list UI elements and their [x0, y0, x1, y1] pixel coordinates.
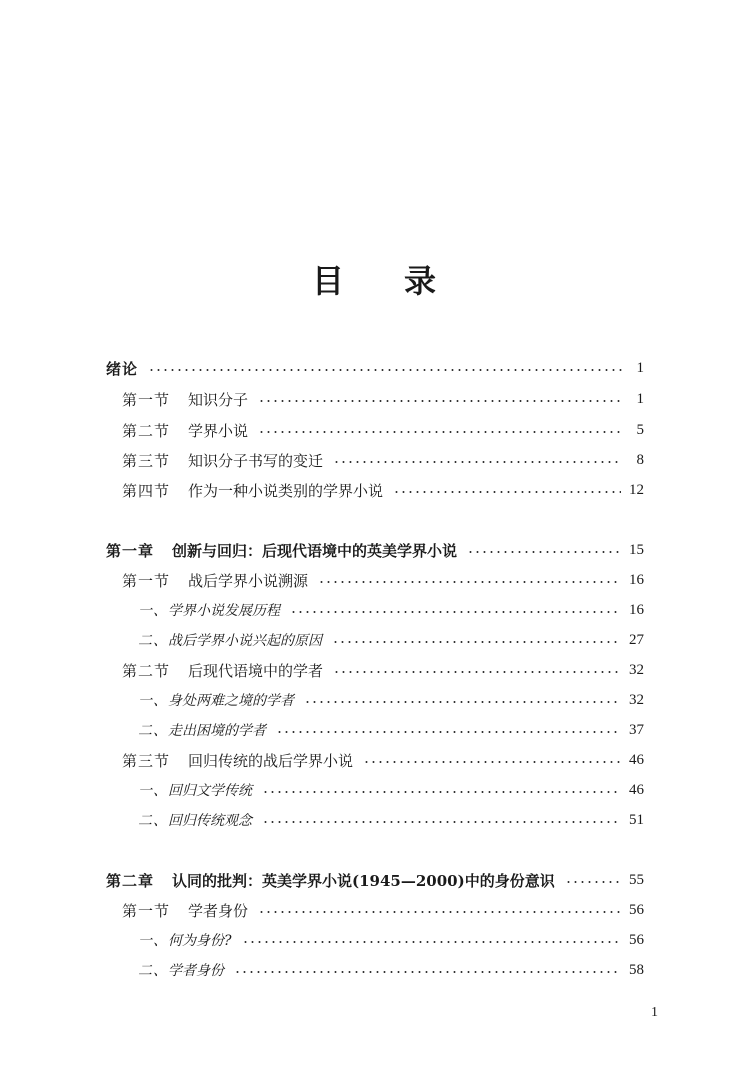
toc-entry[interactable]	[0, 928, 644, 952]
toc-dot-leader	[242, 941, 621, 943]
toc-entry-label	[0, 720, 276, 740]
toc-entry-page-number: 46	[629, 781, 644, 798]
title-left-char: 目	[311, 262, 346, 300]
toc-entry[interactable]	[0, 718, 644, 742]
toc-entry-number: 第一章	[106, 541, 155, 560]
toc-entry-number: 二、	[138, 963, 168, 979]
toc-entry-number: 二、	[138, 813, 168, 829]
toc-entry[interactable]	[0, 868, 644, 892]
toc-entry-page-number: 56	[629, 931, 644, 948]
toc-entry-page-number: 16	[629, 571, 644, 588]
toc-entry[interactable]	[0, 356, 644, 380]
toc-entry-label	[0, 450, 333, 471]
toc-entry-page-number: 15	[629, 541, 644, 558]
toc-entry-title: 何为身份?	[168, 933, 232, 949]
toc-dot-leader	[393, 491, 621, 493]
toc-entry-number: 第三节	[122, 751, 171, 770]
toc-dot-leader	[565, 881, 621, 883]
toc-dot-leader	[333, 671, 621, 673]
toc-dot-leader	[276, 731, 621, 733]
toc-entry-title: 战后学界小说溯源	[188, 571, 309, 590]
toc-entry-number: 一、	[138, 783, 168, 799]
toc-entry-number: 第二节	[122, 661, 171, 680]
toc-entry-number: 二、	[138, 633, 168, 649]
toc-entry[interactable]	[0, 748, 644, 772]
toc-dot-leader	[262, 821, 621, 823]
toc-entry-label	[0, 358, 148, 379]
toc-entry-number: 一、	[138, 933, 168, 949]
toc-entry-label	[0, 420, 258, 441]
toc-entry-page-number: 5	[636, 421, 644, 438]
toc-entry-page-number: 55	[629, 871, 644, 888]
toc-dot-leader	[363, 761, 621, 763]
toc-entry-page-number: 27	[629, 631, 644, 648]
toc-dot-leader	[258, 911, 621, 913]
toc-entry-title: 身处两难之境的学者	[168, 693, 294, 709]
toc-dot-leader	[148, 369, 622, 371]
toc-entry-label	[0, 960, 234, 980]
toc-entry-number: 一、	[138, 603, 168, 619]
toc-entry-label	[0, 630, 332, 650]
toc-entry-label	[0, 690, 304, 710]
toc-entry-title: 认同的批判：英美学界小说(1945—2000)中的身份意识	[172, 871, 555, 890]
toc-entry-page-number: 32	[629, 691, 644, 708]
toc-dot-leader	[262, 791, 621, 793]
toc-entry[interactable]	[0, 658, 644, 682]
toc-dot-leader	[332, 641, 621, 643]
toc-entry-page-number: 1	[636, 390, 644, 407]
title-right-char: 录	[404, 262, 439, 300]
toc-entry-label	[0, 870, 565, 891]
toc-entry-number: 绪论	[106, 359, 139, 378]
toc-entry[interactable]	[0, 778, 644, 802]
toc-entry-title: 回归文学传统	[168, 783, 252, 799]
toc-entry-title: 回归传统观念	[168, 813, 252, 829]
toc-entry-label	[0, 480, 393, 501]
toc-dot-leader	[290, 611, 621, 613]
toc-entry-page-number: 46	[629, 751, 644, 768]
toc-entry-number: 第二节	[122, 421, 171, 440]
toc-entry-page-number: 51	[629, 811, 644, 828]
toc-dot-leader	[258, 431, 622, 433]
toc-entry-page-number: 8	[636, 451, 644, 468]
toc-entry-title: 学者身份	[168, 963, 224, 979]
toc-dot-leader	[258, 400, 622, 402]
toc-entry-title: 学者身份	[188, 901, 249, 920]
toc-entry-label	[0, 780, 262, 800]
toc-entry-number: 第一节	[122, 390, 171, 409]
toc-dot-leader	[467, 551, 621, 553]
toc-entry-number: 一、	[138, 693, 168, 709]
toc-entry-page-number: 12	[629, 481, 644, 498]
page-title	[0, 256, 750, 302]
toc-entry[interactable]	[0, 598, 644, 622]
toc-entry-title: 学界小说	[188, 421, 249, 440]
toc-entry-number: 第四节	[122, 481, 171, 500]
toc-entry-label	[0, 570, 318, 591]
toc-entry-title: 回归传统的战后学界小说	[188, 751, 354, 770]
toc-entry-title: 战后学界小说兴起的原因	[168, 633, 322, 649]
toc-entry-page-number: 58	[629, 961, 644, 978]
toc-dot-leader	[333, 461, 622, 463]
toc-entry-page-number: 1	[636, 359, 644, 376]
toc-entry-label	[0, 600, 290, 620]
toc-entry[interactable]	[0, 478, 644, 502]
toc-entry-number: 第一节	[122, 571, 171, 590]
toc-entry-number: 二、	[138, 723, 168, 739]
toc-entry-number: 第二章	[106, 871, 155, 890]
footer-page-number: 1	[651, 1005, 658, 1020]
toc-entry[interactable]	[0, 387, 644, 411]
toc-entry-label	[0, 930, 242, 950]
toc-entry-title: 知识分子书写的变迁	[188, 451, 324, 470]
toc-entry[interactable]	[0, 808, 644, 832]
toc-entry-label	[0, 540, 467, 561]
toc-entry[interactable]	[0, 628, 644, 652]
toc-entry-label	[0, 660, 333, 681]
toc-entry-title: 知识分子	[188, 390, 249, 409]
toc-entry-label	[0, 389, 258, 410]
toc-entry-title: 学界小说发展历程	[168, 603, 280, 619]
toc-entry[interactable]	[0, 448, 644, 472]
toc-entry[interactable]	[0, 418, 644, 442]
toc-entry[interactable]	[0, 958, 644, 982]
toc-entry-label	[0, 810, 262, 830]
toc-entry-page-number: 16	[629, 601, 644, 618]
toc-entry-title: 创新与回归：后现代语境中的英美学界小说	[172, 541, 458, 560]
toc-entry-label	[0, 900, 258, 921]
toc-entry[interactable]	[0, 538, 644, 562]
toc-dot-leader	[234, 971, 621, 973]
toc-entry[interactable]	[0, 898, 644, 922]
toc-entry-label	[0, 750, 363, 771]
toc-entry-title: 走出困境的学者	[168, 723, 266, 739]
toc-entry[interactable]	[0, 568, 644, 592]
toc-entry-page-number: 56	[629, 901, 644, 918]
toc-dot-leader	[304, 701, 621, 703]
toc-entry-number: 第三节	[122, 451, 171, 470]
toc-dot-leader	[318, 581, 621, 583]
toc-entry-page-number: 32	[629, 661, 644, 678]
toc-entry-title: 后现代语境中的学者	[188, 661, 324, 680]
toc-entry-number: 第一节	[122, 901, 171, 920]
toc-entry-title: 作为一种小说类别的学界小说	[188, 481, 384, 500]
toc-entry[interactable]	[0, 688, 644, 712]
toc-entry-page-number: 37	[629, 721, 644, 738]
